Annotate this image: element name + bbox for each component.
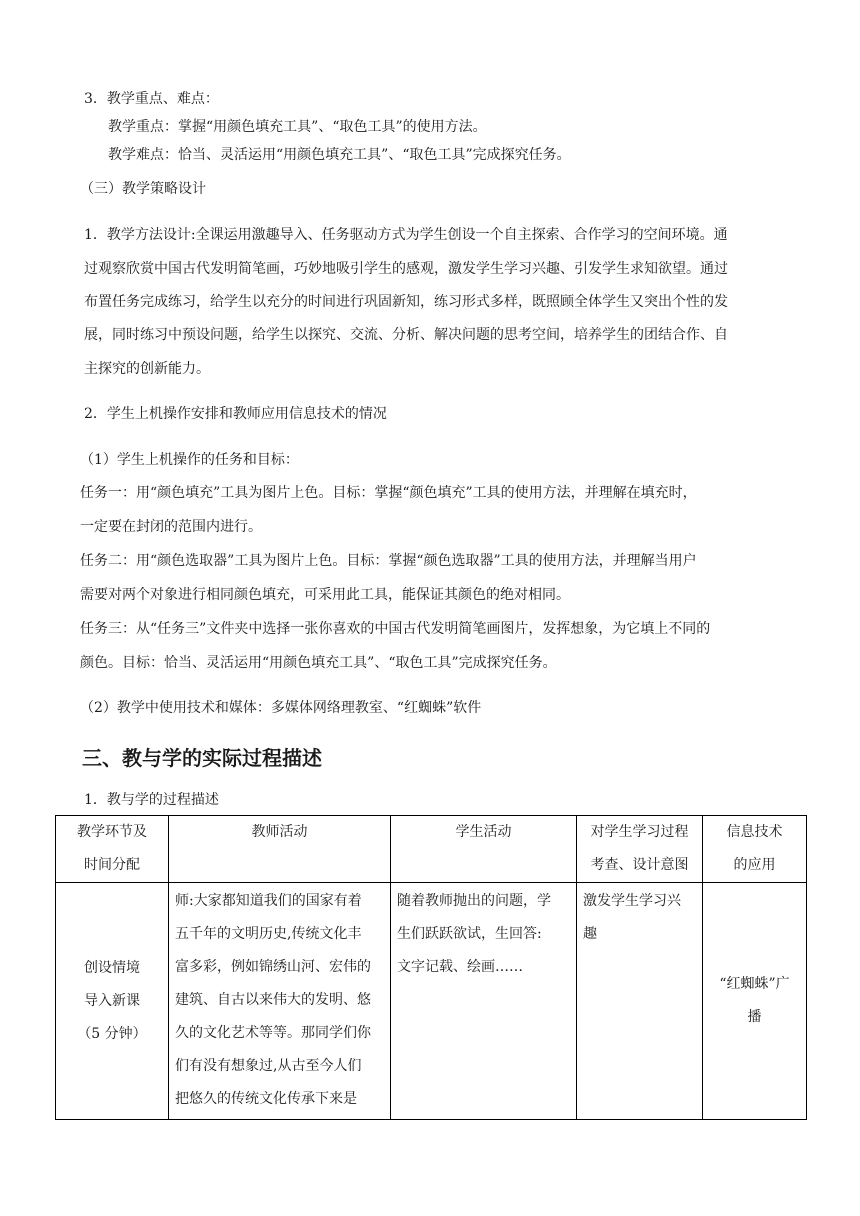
teacher-line: 们有没有想象过,从古至今人们 [175, 1058, 362, 1074]
teacher-line: 建筑、自古以来伟大的发明、悠 [175, 992, 371, 1008]
task2-line: 任务二：用“颜色选取器”工具为图片上色。目标：掌握“颜色选取器”工具的使用方法，并理解当用户 [80, 553, 697, 569]
item3-title: 3．教学重点、难点： [84, 91, 219, 107]
method-line: 过观察欣赏中国古代发明简笔画，巧妙地吸引学生的感观，激发学生学习兴趣、引发学生求知欲望。通过 [84, 261, 728, 277]
header-review-line1: 对学生学习过程 [590, 824, 689, 840]
header-it [703, 816, 807, 883]
sub1-title: （1）学生上机操作的任务和目标： [80, 452, 299, 468]
teacher-line: 五千年的文明历史,传统文化丰 [175, 926, 362, 942]
teacher-line: 久的文化艺术等等。那同学们你 [175, 1025, 371, 1041]
header-phase-line1: 教学环节及 [77, 824, 147, 840]
teacher-line: 把悠久的传统文化传承下来是 [175, 1091, 357, 1107]
section3-title: （三）教学策略设计 [80, 181, 206, 197]
review-line: 激发学生学习兴 [583, 893, 681, 909]
item2-title: 2．学生上机操作安排和教师应用信息技术的情况 [84, 406, 387, 422]
task1-line: 一定要在封闭的范围内进行。 [80, 519, 262, 535]
table-row [56, 883, 807, 1120]
task3-line: 任务三：从“任务三”文件夹中选择一张你喜欢的中国古代发明简笔画图片，发挥想象，为它填上不同的 [80, 621, 711, 637]
section-subtitle: 1．教与学的过程描述 [84, 792, 219, 808]
teacher-line: 师:大家都知道我们的国家有着 [175, 893, 362, 909]
row1-it-line2: 播 [747, 1009, 762, 1025]
header-student-label: 学生活动 [455, 824, 512, 840]
row1-it [703, 883, 807, 1120]
row1-student [391, 883, 577, 1120]
row1-phase-line2: 导入新课 [84, 992, 140, 1009]
table-header-row [56, 816, 807, 883]
header-review [577, 816, 703, 883]
row1-phase-line3: （5 分钟） [77, 1025, 147, 1042]
key-point: 教学重点：掌握“用颜色填充工具”、“取色工具”的使用方法。 [108, 119, 487, 135]
header-it-line1: 信息技术 [726, 824, 783, 840]
header-review-line2: 考查、设计意图 [590, 857, 689, 873]
student-line: 文字记载、绘画…… [397, 959, 523, 975]
row1-it-line1: “红蜘蛛”广 [719, 976, 790, 992]
header-teacher [169, 816, 391, 883]
header-teacher-label: 教师活动 [251, 824, 308, 840]
difficulty: 教学难点：恰当、灵活运用“用颜色填充工具”、“取色工具”完成探究任务。 [108, 147, 571, 163]
task1-line: 任务一：用“颜色填充”工具为图片上色。目标：掌握“颜色填充”工具的使用方法，并理解在填充时， [80, 485, 697, 501]
method-line: 布置任务完成练习，给学生以充分的时间进行巩固新知，练习形式多样，既照顾全体学生又突出个性的发 [84, 294, 728, 310]
method-line: 主探究的创新能力。 [84, 361, 210, 377]
method-line: 展，同时练习中预设问题，给学生以探究、交流、分析、解决问题的思考空间，培养学生的团结合作、自 [84, 327, 728, 343]
row1-phase-line1: 创设情境 [84, 959, 140, 976]
header-phase [56, 816, 169, 883]
row1-review [577, 883, 703, 1120]
student-line: 随着教师抛出的问题，学 [397, 893, 551, 909]
sub2-title: （2）教学中使用技术和媒体：多媒体网络理教室、“红蜘蛛”软件 [80, 700, 482, 716]
teacher-line: 富多彩，例如锦绣山河、宏伟的 [175, 959, 371, 975]
row1-teacher [169, 883, 391, 1120]
header-it-line2: 的应用 [733, 857, 776, 873]
task3-line: 颜色。目标：恰当、灵活运用“用颜色填充工具”、“取色工具”完成探究任务。 [80, 655, 557, 671]
row1-phase [56, 883, 169, 1120]
header-phase-line2: 时间分配 [84, 857, 140, 873]
header-student [391, 816, 577, 883]
review-line: 趣 [583, 926, 597, 942]
method-line: 1．教学方法设计:全课运用激趣导入、任务驱动方式为学生创设一个自主探索、合作学习的空间环境。通 [84, 227, 728, 243]
task2-line: 需要对两个对象进行相同颜色填充，可采用此工具，能保证其颜色的绝对相同。 [80, 587, 570, 603]
section-heading: 三、教与学的实际过程描述 [82, 746, 322, 770]
student-line: 生们跃跃欲试，生回答: [397, 926, 542, 942]
process-table [55, 815, 807, 1120]
